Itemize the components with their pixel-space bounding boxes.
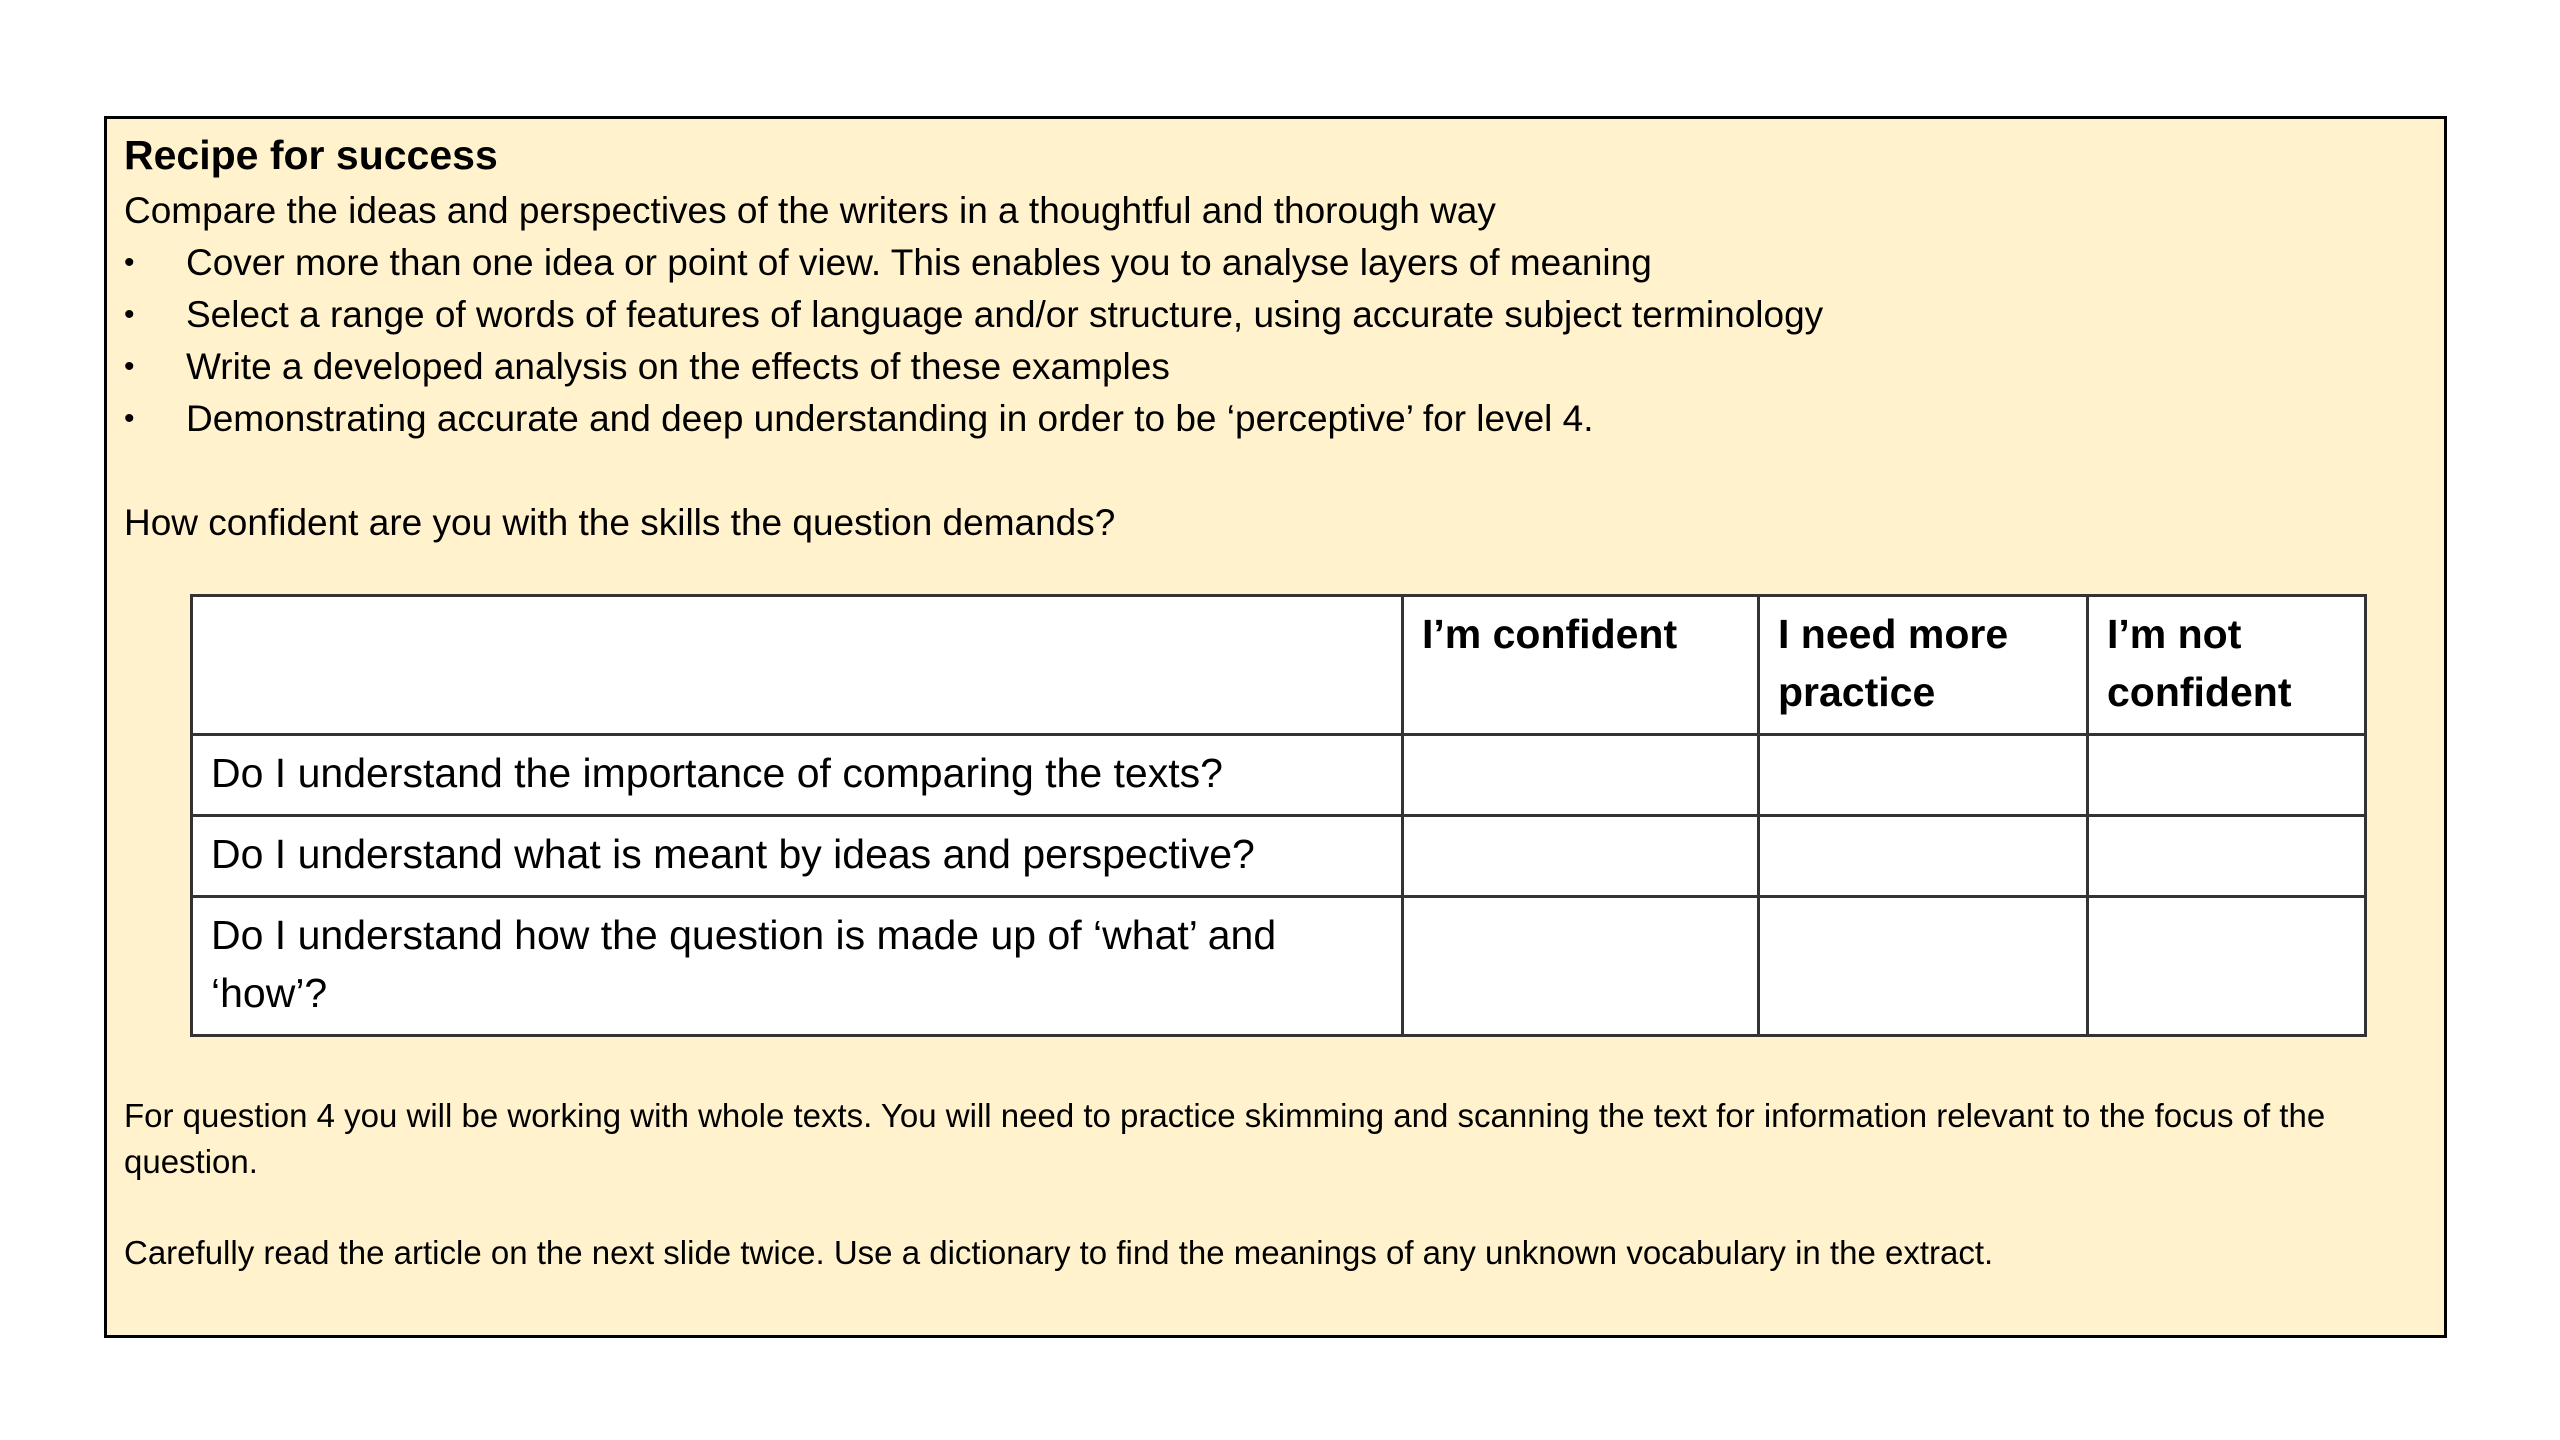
table-cell-confident[interactable] xyxy=(1403,897,1759,1036)
table-cell-question: Do I understand what is meant by ideas and perspective? xyxy=(192,816,1403,897)
table-cell-confident[interactable] xyxy=(1403,735,1759,816)
list-item-text: Demonstrating accurate and deep understanding in order to be ‘perceptive’ for level 4. xyxy=(186,398,1594,439)
table-cell-question: Do I understand the importance of comparing the texts? xyxy=(192,735,1403,816)
table-row xyxy=(192,816,2366,897)
table-row xyxy=(192,735,2366,816)
table-cell-not-confident[interactable] xyxy=(2088,897,2366,1036)
bullet-icon: • xyxy=(124,298,135,331)
table-cell-confident[interactable] xyxy=(1403,816,1759,897)
table-cell-not-confident[interactable] xyxy=(2088,735,2366,816)
list-item-text: Cover more than one idea or point of view. This enables you to analyse layers of meaning xyxy=(186,242,1652,283)
table-header-confident: I’m confident xyxy=(1403,596,1759,735)
table-cell-need-practice[interactable] xyxy=(1759,816,2088,897)
table-cell-question: Do I understand how the question is made up of ‘what’ and ‘how’? xyxy=(192,897,1403,1036)
card-title: Recipe for success xyxy=(124,132,498,178)
card-intro: Compare the ideas and perspectives of the writers in a thoughtful and thorough way xyxy=(124,190,1496,231)
reading-instruction-note: Carefully read the article on the next slide twice. Use a dictionary to find the meanings of any unknown vocabulary in the extract. xyxy=(124,1234,1994,1271)
table-cell-need-practice[interactable] xyxy=(1759,735,2088,816)
bullet-icon: • xyxy=(124,402,135,435)
list-item-text: Write a developed analysis on the effects of these examples xyxy=(186,346,1170,387)
table-row xyxy=(192,897,2366,1036)
confidence-question: How confident are you with the skills the question demands? xyxy=(124,502,1116,543)
bullet-icon: • xyxy=(124,350,135,383)
confidence-table xyxy=(190,594,2367,1037)
table-header-not-confident: I’m not confident xyxy=(2088,596,2366,735)
table-cell-not-confident[interactable] xyxy=(2088,816,2366,897)
bullet-icon: • xyxy=(124,246,135,279)
table-cell-need-practice[interactable] xyxy=(1759,897,2088,1036)
whole-texts-note: For question 4 you will be working with whole texts. You will need to practice skimming and scanning the text for information relevant to the focus of the question. xyxy=(124,1097,2326,1180)
table-header-row xyxy=(192,596,2366,735)
table-header-need-practice: I need more practice xyxy=(1759,596,2088,735)
table-header-empty xyxy=(192,596,1403,735)
list-item-text: Select a range of words of features of language and/or structure, using accurate subject terminology xyxy=(186,294,1824,335)
